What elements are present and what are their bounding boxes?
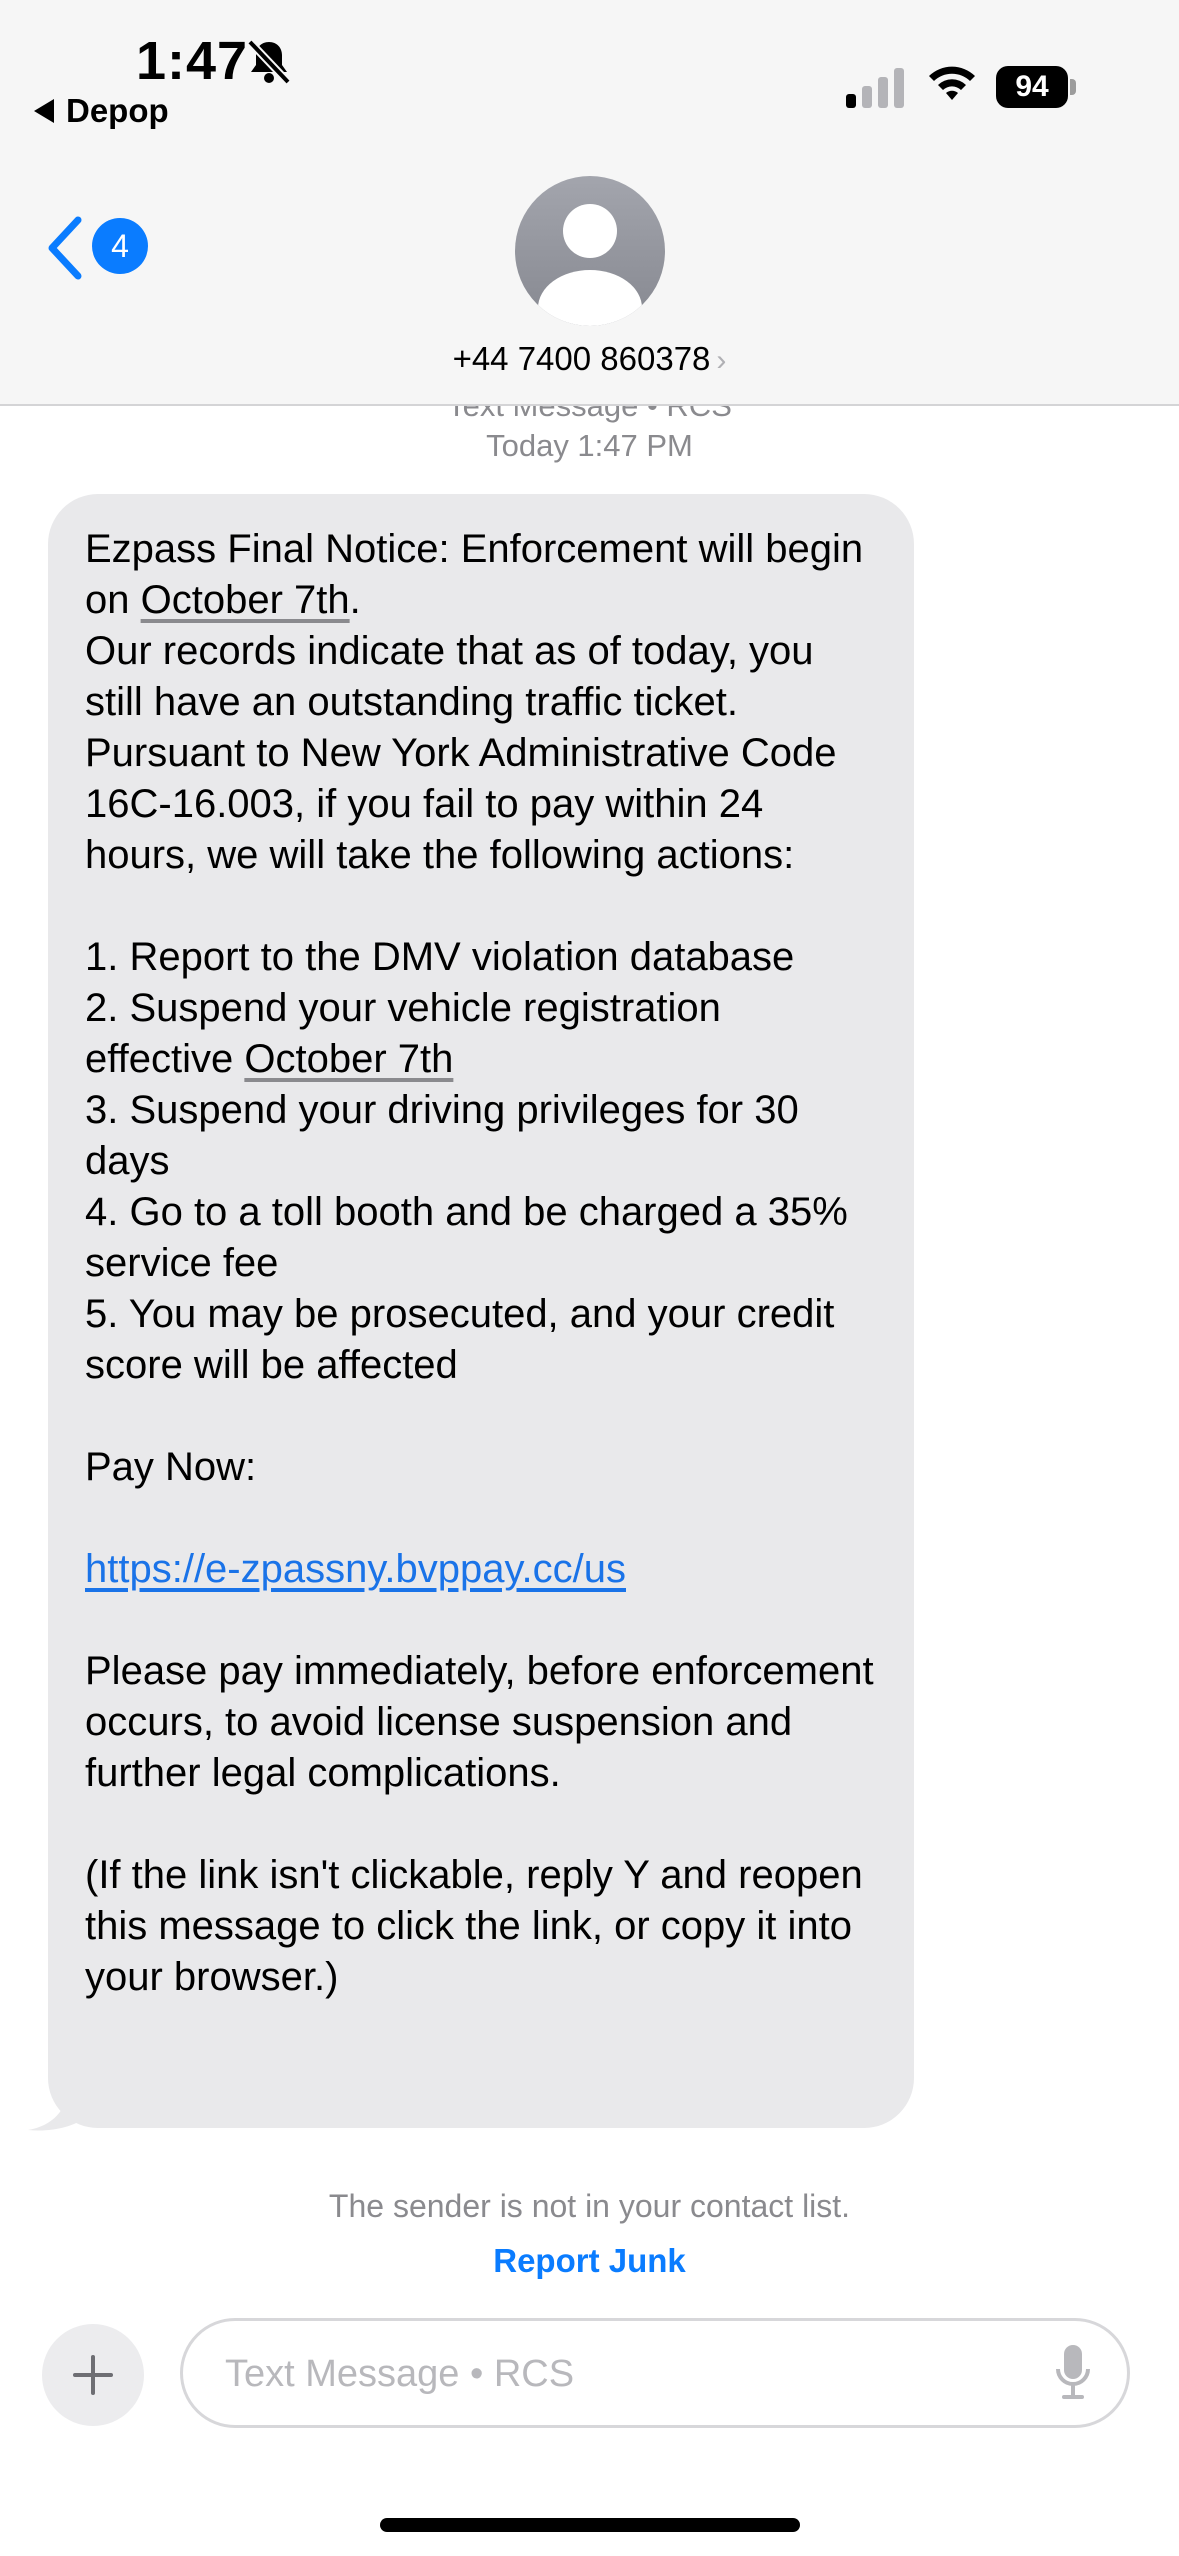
add-attachment-button[interactable] — [42, 2324, 144, 2426]
unknown-sender-notice: The sender is not in your contact list. — [328, 2188, 851, 2224]
message-link[interactable]: https://e-zpassny.bvppay.cc/us — [85, 1547, 626, 1591]
compose-field[interactable] — [180, 2318, 1130, 2428]
list-item: 1. Report to the DMV violation database — [85, 935, 795, 979]
plus-icon — [71, 2353, 115, 2397]
wifi-icon — [924, 58, 980, 108]
unread-count-badge: 4 — [92, 218, 148, 274]
contact-avatar[interactable] — [515, 176, 665, 326]
status-time: 1:47 — [136, 31, 249, 91]
back-to-app-link[interactable] — [34, 92, 169, 130]
person-icon — [515, 176, 665, 326]
back-button[interactable] — [44, 208, 154, 288]
message-paragraph-intro: Ezpass Final Notice: Enforcement will begin on October 7th. Our records indicate that as of today, you still have an outstanding traffic ticket. Pursuant to New York Administrative Code 16C-16.003, if you fail to pay within 24 hours, we will take the following actions: — [85, 527, 864, 877]
message-timestamp: Today 1:47 PM — [486, 428, 693, 463]
bell-slash-icon — [246, 38, 292, 86]
message-paragraph-pay: Please pay immediately, before enforcement occurs, to avoid license suspension and further legal complications. — [85, 1649, 874, 1795]
cellular-signal-icon — [846, 66, 906, 108]
chevron-right-icon: › — [716, 344, 727, 377]
conversation-header — [0, 0, 1179, 406]
message-input[interactable] — [223, 2321, 987, 2427]
home-indicator[interactable] — [380, 2518, 800, 2532]
back-app-label: Depop — [66, 92, 169, 129]
message-paragraph-reply: (If the link isn't clickable, reply Y and reopen this message to click the link, or copy it into your browser.) — [85, 1853, 863, 1999]
message-bubble[interactable] — [48, 494, 914, 2128]
battery-icon — [996, 66, 1078, 108]
microphone-icon[interactable] — [1055, 2343, 1091, 2401]
battery-cap — [1070, 79, 1076, 95]
contact-name-button[interactable] — [0, 340, 1179, 378]
list-item: 5. You may be prosecuted, and your credit score will be affected — [85, 1292, 835, 1387]
report-junk-button[interactable]: Report Junk — [493, 2242, 686, 2279]
contact-name: +44 7400 860378 — [452, 340, 711, 377]
list-item: 2. Suspend your vehicle registration effective October 7th — [85, 986, 721, 1081]
date-link[interactable]: October 7th — [244, 1037, 454, 1081]
list-item: 3. Suspend your driving privileges for 30 days — [85, 1088, 799, 1183]
battery-level: 94 — [996, 66, 1068, 108]
date-link[interactable]: October 7th — [140, 578, 350, 622]
list-item: 4. Go to a toll booth and be charged a 35% service fee — [85, 1190, 848, 1285]
chevron-left-icon — [44, 216, 84, 280]
pay-now-label: Pay Now: — [85, 1445, 257, 1489]
back-triangle-icon — [34, 99, 54, 123]
